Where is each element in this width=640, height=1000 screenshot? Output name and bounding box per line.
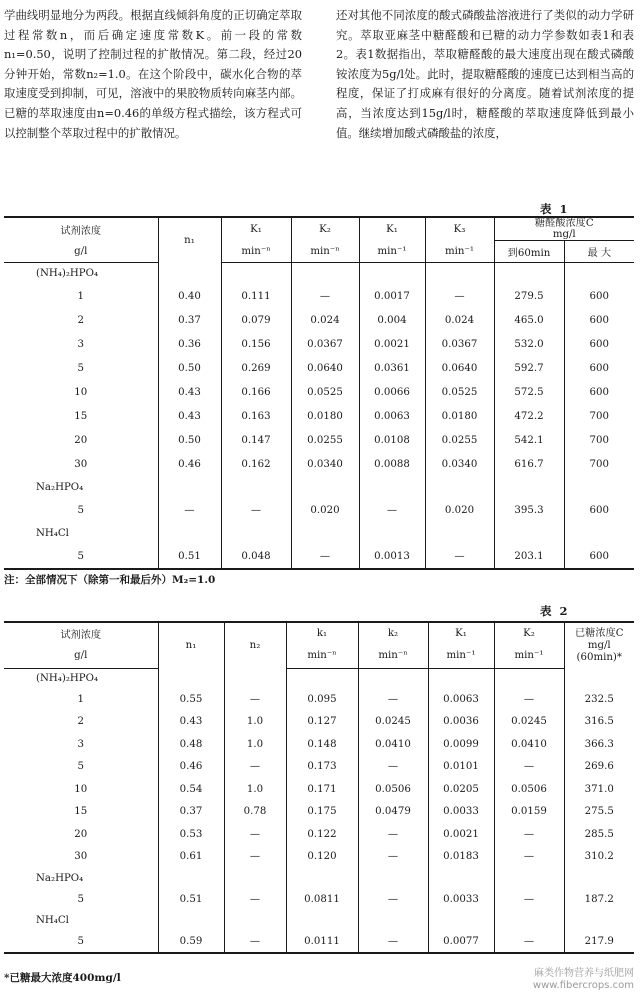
concentration-cell: 20 <box>74 435 88 446</box>
value-cell: 0.0640 <box>291 357 359 381</box>
table1 <box>4 216 634 570</box>
value-cell: 0.0111 <box>286 931 358 954</box>
concentration-cell: 10 <box>74 783 88 795</box>
t1-head-max: 最 大 <box>564 241 634 263</box>
reagent-name: (NH₄)₂HPO₄ <box>36 268 99 280</box>
value-cell: 600 <box>564 357 634 381</box>
empty-cell <box>224 911 286 931</box>
table-row <box>4 499 634 523</box>
value-cell: 0.0340 <box>425 453 494 477</box>
empty-cell <box>494 523 564 545</box>
concentration-cell: 20 <box>74 828 88 840</box>
value-cell: 0.0066 <box>359 381 425 405</box>
value-cell: — <box>291 285 359 309</box>
value-cell: 0.0021 <box>428 823 494 846</box>
value-cell: 0.0088 <box>359 453 425 477</box>
concentration-cell: 15 <box>74 806 88 818</box>
value-cell: — <box>358 888 428 911</box>
t2-head-unit: g/l <box>4 644 158 668</box>
value-cell: 0.079 <box>221 309 291 333</box>
t1-head-k2: K₂ <box>291 217 359 241</box>
t2-head-n1: n₁ <box>158 622 224 668</box>
site-watermark <box>484 968 634 992</box>
value-cell: 0.0159 <box>494 801 564 824</box>
t2-head-k2-unit: min⁻ⁿ <box>358 644 428 668</box>
value-cell: 0.020 <box>291 499 359 523</box>
group-row <box>4 668 634 688</box>
empty-cell <box>358 868 428 888</box>
value-cell: — <box>494 688 564 711</box>
empty-cell <box>494 911 564 931</box>
value-cell: 0.0183 <box>428 846 494 869</box>
value-cell: 269.6 <box>564 756 634 779</box>
t2-head-conc-label: 已糖浓度C <box>574 627 624 639</box>
reagent-name: (NH₄)₂HPO₄ <box>36 672 99 684</box>
value-cell: 0.0013 <box>359 545 425 569</box>
value-cell: 310.2 <box>564 846 634 869</box>
value-cell: 600 <box>564 285 634 309</box>
empty-cell <box>428 911 494 931</box>
t1-head-k1: K₁ <box>221 217 291 241</box>
t1-head-k1b-unit: min⁻¹ <box>359 241 425 263</box>
empty-cell <box>564 263 634 285</box>
table-row <box>4 733 634 756</box>
concentration-cell: 15 <box>74 411 88 422</box>
value-cell: 0.0410 <box>358 733 428 756</box>
value-cell: 1.0 <box>224 711 286 734</box>
empty-cell <box>564 668 634 688</box>
value-cell: 0.43 <box>158 381 221 405</box>
value-cell: 700 <box>564 429 634 453</box>
value-cell: — <box>358 688 428 711</box>
concentration-cell: 1 <box>77 693 84 705</box>
empty-cell <box>359 477 425 499</box>
table2-body <box>4 668 634 953</box>
value-cell: 0.0506 <box>494 778 564 801</box>
empty-cell <box>286 868 358 888</box>
value-cell: 592.7 <box>494 357 564 381</box>
table-row <box>4 778 634 801</box>
value-cell: 0.0361 <box>359 357 425 381</box>
value-cell: — <box>224 823 286 846</box>
value-cell: 0.54 <box>158 778 224 801</box>
value-cell: 600 <box>564 381 634 405</box>
right-column-paragraph <box>336 6 634 143</box>
group-row <box>4 911 634 931</box>
value-cell: 0.0640 <box>425 357 494 381</box>
empty-cell <box>494 477 564 499</box>
value-cell: — <box>158 499 221 523</box>
empty-cell <box>428 868 494 888</box>
value-cell: 0.40 <box>158 285 221 309</box>
group-row <box>4 868 634 888</box>
t2-head-K2: K₂ <box>494 622 564 644</box>
watermark-line2: www.fibercrops.com <box>532 980 634 991</box>
group-row <box>4 477 634 499</box>
value-cell: 0.0017 <box>359 285 425 309</box>
value-cell: 0.0367 <box>291 333 359 357</box>
value-cell: 0.024 <box>291 309 359 333</box>
empty-cell <box>158 263 221 285</box>
empty-cell <box>564 868 634 888</box>
table-row <box>4 801 634 824</box>
empty-cell <box>221 523 291 545</box>
value-cell: 0.127 <box>286 711 358 734</box>
t2-head-K1: K₁ <box>428 622 494 644</box>
value-cell: 542.1 <box>494 429 564 453</box>
value-cell: — <box>224 931 286 954</box>
value-cell: 600 <box>564 333 634 357</box>
empty-cell <box>425 477 494 499</box>
value-cell: — <box>494 888 564 911</box>
value-cell: 0.78 <box>224 801 286 824</box>
value-cell: 0.0099 <box>428 733 494 756</box>
value-cell: 316.5 <box>564 711 634 734</box>
empty-cell <box>359 523 425 545</box>
value-cell: — <box>358 846 428 869</box>
t2-head-K1-unit: min⁻¹ <box>428 644 494 668</box>
value-cell: 395.3 <box>494 499 564 523</box>
value-cell: 0.36 <box>158 333 221 357</box>
table-row <box>4 381 634 405</box>
value-cell: 285.5 <box>564 823 634 846</box>
value-cell: 0.0033 <box>428 888 494 911</box>
empty-cell <box>494 263 564 285</box>
value-cell: 0.51 <box>158 888 224 911</box>
concentration-cell: 5 <box>77 363 84 374</box>
empty-cell <box>224 868 286 888</box>
t2-head-conc-time: (60min)* <box>576 651 622 663</box>
value-cell: 0.0108 <box>359 429 425 453</box>
value-cell: — <box>224 688 286 711</box>
value-cell: 0.0506 <box>358 778 428 801</box>
value-cell: 0.0525 <box>291 381 359 405</box>
reagent-name: Na₂HPO₄ <box>36 872 84 884</box>
value-cell: — <box>221 499 291 523</box>
value-cell: 0.53 <box>158 823 224 846</box>
t1-head-k1b: K₁ <box>359 217 425 241</box>
value-cell: 0.0367 <box>425 333 494 357</box>
value-cell: 0.0410 <box>494 733 564 756</box>
table2-note: *已糖最大浓度400mg/l <box>4 972 121 984</box>
value-cell: 0.0245 <box>494 711 564 734</box>
value-cell: 0.0205 <box>428 778 494 801</box>
value-cell: 0.37 <box>158 801 224 824</box>
concentration-cell: 5 <box>77 761 84 773</box>
value-cell: 0.111 <box>221 285 291 309</box>
value-cell: 0.50 <box>158 429 221 453</box>
empty-cell <box>564 911 634 931</box>
value-cell: 0.166 <box>221 381 291 405</box>
table2-caption: 表 2 <box>540 604 570 618</box>
value-cell: 0.0033 <box>428 801 494 824</box>
table1-body <box>4 263 634 569</box>
value-cell: 0.122 <box>286 823 358 846</box>
value-cell: 600 <box>564 309 634 333</box>
empty-cell <box>425 523 494 545</box>
value-cell: 0.120 <box>286 846 358 869</box>
empty-cell <box>158 911 224 931</box>
value-cell: 0.147 <box>221 429 291 453</box>
table-row <box>4 309 634 333</box>
t2-head-conc <box>564 622 634 668</box>
reagent-name: Na₂HPO₄ <box>36 482 84 493</box>
empty-cell <box>291 477 359 499</box>
empty-cell <box>291 263 359 285</box>
empty-cell <box>158 868 224 888</box>
value-cell: 0.175 <box>286 801 358 824</box>
value-cell: — <box>494 756 564 779</box>
table-row <box>4 846 634 869</box>
value-cell: 0.0255 <box>291 429 359 453</box>
empty-cell <box>494 868 564 888</box>
value-cell: 0.46 <box>158 756 224 779</box>
value-cell: 275.5 <box>564 801 634 824</box>
value-cell: 232.5 <box>564 688 634 711</box>
empty-cell <box>286 911 358 931</box>
value-cell: — <box>224 756 286 779</box>
empty-cell <box>358 668 428 688</box>
t1-head-at60: 到60min <box>494 241 564 263</box>
empty-cell <box>221 263 291 285</box>
value-cell: 0.173 <box>286 756 358 779</box>
left-column-paragraph <box>4 6 302 143</box>
value-cell: 0.37 <box>158 309 221 333</box>
table-row <box>4 711 634 734</box>
value-cell: — <box>358 756 428 779</box>
t2-head-reagent: 试剂浓度 <box>4 622 158 644</box>
value-cell: 0.163 <box>221 405 291 429</box>
table-row <box>4 429 634 453</box>
table-row <box>4 931 634 954</box>
value-cell: 0.0063 <box>428 688 494 711</box>
value-cell: 217.9 <box>564 931 634 954</box>
value-cell: 0.0180 <box>425 405 494 429</box>
value-cell: 700 <box>564 453 634 477</box>
left-paragraph-text: 学曲线明显地分为两段。根据直线倾斜角度的正切确定萃取过程常数n，而后确定速度常数K。前一段的常数n₁=0.50，说明了控制过程的扩散情况。第二段，经过20分钟开始，常数n₂=1.0。在这个阶段中，碳水化合物的萃取速度受到抑制，可见，溶液中的果胶物质转向麻茎内部。已糖的萃取速度由n=0.46的单级方程式描绘，该方程式可以控制整个萃取过程中的扩散情况。 <box>4 8 302 140</box>
t2-head-k1-unit: min⁻ⁿ <box>286 644 358 668</box>
empty-cell <box>564 523 634 545</box>
t1-head-conc-unit: mg/l <box>552 229 576 240</box>
value-cell: 1.0 <box>224 733 286 756</box>
value-cell: 0.0255 <box>425 429 494 453</box>
table-row <box>4 545 634 569</box>
value-cell: 0.156 <box>221 333 291 357</box>
concentration-cell: 3 <box>77 738 84 750</box>
t1-head-reagent: 试剂浓度 <box>4 217 158 241</box>
value-cell: — <box>494 823 564 846</box>
value-cell: 371.0 <box>564 778 634 801</box>
empty-cell <box>158 668 224 688</box>
table-row <box>4 333 634 357</box>
value-cell: 366.3 <box>564 733 634 756</box>
value-cell: — <box>358 823 428 846</box>
value-cell: 0.59 <box>158 931 224 954</box>
t1-head-conc-label: 糖醛酸浓度C <box>534 218 594 229</box>
concentration-cell: 1 <box>77 291 84 302</box>
value-cell: 187.2 <box>564 888 634 911</box>
value-cell: — <box>494 931 564 954</box>
t1-head-k1-unit: min⁻ⁿ <box>221 241 291 263</box>
value-cell: — <box>359 499 425 523</box>
empty-cell <box>158 523 221 545</box>
t1-head-n1: n₁ <box>158 217 221 263</box>
value-cell: 0.0180 <box>291 405 359 429</box>
value-cell: 0.48 <box>158 733 224 756</box>
value-cell: 0.43 <box>158 711 224 734</box>
value-cell: 0.0811 <box>286 888 358 911</box>
empty-cell <box>221 477 291 499</box>
table-row <box>4 357 634 381</box>
group-row <box>4 523 634 545</box>
value-cell: 700 <box>564 405 634 429</box>
t1-head-conc <box>494 217 634 241</box>
concentration-cell: 5 <box>4 545 158 569</box>
t1-head-k2-unit: min⁻ⁿ <box>291 241 359 263</box>
concentration-cell: 30 <box>74 851 88 863</box>
reagent-name: NH₄Cl <box>36 528 69 539</box>
value-cell: 0.004 <box>359 309 425 333</box>
value-cell: — <box>425 545 494 569</box>
t2-head-conc-unit: mg/l <box>587 639 611 651</box>
empty-cell <box>358 911 428 931</box>
t1-head-unit: g/l <box>4 241 158 263</box>
watermark-line1: 麻类作物营养与纸肥网 <box>534 968 634 979</box>
table-row <box>4 688 634 711</box>
table-row <box>4 823 634 846</box>
concentration-cell: 10 <box>74 387 88 398</box>
value-cell: 600 <box>564 499 634 523</box>
concentration-cell: 2 <box>77 716 84 728</box>
table1-caption: 表 1 <box>540 202 570 216</box>
value-cell: 616.7 <box>494 453 564 477</box>
value-cell: 0.0077 <box>428 931 494 954</box>
value-cell: 0.43 <box>158 405 221 429</box>
value-cell: 0.55 <box>158 688 224 711</box>
value-cell: 0.024 <box>425 309 494 333</box>
value-cell: — <box>224 846 286 869</box>
value-cell: — <box>224 888 286 911</box>
value-cell: 0.0525 <box>425 381 494 405</box>
value-cell: 465.0 <box>494 309 564 333</box>
value-cell: 0.095 <box>286 688 358 711</box>
concentration-cell: 3 <box>77 339 84 350</box>
value-cell: 279.5 <box>494 285 564 309</box>
concentration-cell: 5 <box>77 505 84 516</box>
value-cell: 0.0021 <box>359 333 425 357</box>
empty-cell <box>359 263 425 285</box>
concentration-cell: 5 <box>4 931 158 954</box>
table-row <box>4 405 634 429</box>
right-paragraph-text: 还对其他不同浓度的酸式磷酸盐溶液进行了类似的动力学研究。萃取亚麻茎中糖醛酸和已糖的动力学参数如表1和表2。表1数据指出，萃取糖醛酸的最大速度出现在酸式磷酸铵浓度为5g/l处。此时，提取糖醛酸的速度已达到相当高的程度，保证了打成麻有很好的分离度。随着试剂浓度的提高，当浓度达到15g/l时，糖醛酸的萃取速度降低到最小值。继续增加酸式磷酸盐的浓度， <box>336 8 634 140</box>
reagent-name: NH₄Cl <box>36 915 69 926</box>
t2-head-k2: k₂ <box>358 622 428 644</box>
value-cell: 0.269 <box>221 357 291 381</box>
table-row <box>4 285 634 309</box>
table-row <box>4 888 634 911</box>
table2 <box>4 621 634 954</box>
empty-cell <box>428 668 494 688</box>
value-cell: 203.1 <box>494 545 564 569</box>
value-cell: — <box>291 545 359 569</box>
value-cell: 0.020 <box>425 499 494 523</box>
t1-head-k3: K₃ <box>425 217 494 241</box>
value-cell: 0.048 <box>221 545 291 569</box>
empty-cell <box>494 668 564 688</box>
value-cell: 0.0063 <box>359 405 425 429</box>
value-cell: 1.0 <box>224 778 286 801</box>
value-cell: — <box>425 285 494 309</box>
value-cell: 572.5 <box>494 381 564 405</box>
value-cell: 0.148 <box>286 733 358 756</box>
value-cell: 532.0 <box>494 333 564 357</box>
t1-head-k3-unit: min⁻¹ <box>425 241 494 263</box>
value-cell: 472.2 <box>494 405 564 429</box>
empty-cell <box>286 668 358 688</box>
empty-cell <box>425 263 494 285</box>
value-cell: 0.51 <box>158 545 221 569</box>
value-cell: 0.61 <box>158 846 224 869</box>
t2-head-K2-unit: min⁻¹ <box>494 644 564 668</box>
empty-cell <box>564 477 634 499</box>
value-cell: 0.50 <box>158 357 221 381</box>
concentration-cell: 5 <box>77 893 84 905</box>
empty-cell <box>291 523 359 545</box>
t2-head-k1: k₁ <box>286 622 358 644</box>
concentration-cell: 30 <box>74 459 88 470</box>
value-cell: 0.0036 <box>428 711 494 734</box>
concentration-cell: 2 <box>77 315 84 326</box>
value-cell: 0.0340 <box>291 453 359 477</box>
table-row <box>4 453 634 477</box>
value-cell: 0.0479 <box>358 801 428 824</box>
value-cell: 0.171 <box>286 778 358 801</box>
value-cell: 0.46 <box>158 453 221 477</box>
value-cell: 0.0101 <box>428 756 494 779</box>
group-row <box>4 263 634 285</box>
table-row <box>4 756 634 779</box>
value-cell: 0.162 <box>221 453 291 477</box>
value-cell: — <box>358 931 428 954</box>
t2-head-n2: n₂ <box>224 622 286 668</box>
empty-cell <box>224 668 286 688</box>
value-cell: 0.0245 <box>358 711 428 734</box>
value-cell: — <box>494 846 564 869</box>
table1-note: 注：全部情况下（除第一和最后外）M₂=1.0 <box>4 574 216 586</box>
value-cell: 600 <box>564 545 634 569</box>
empty-cell <box>158 477 221 499</box>
